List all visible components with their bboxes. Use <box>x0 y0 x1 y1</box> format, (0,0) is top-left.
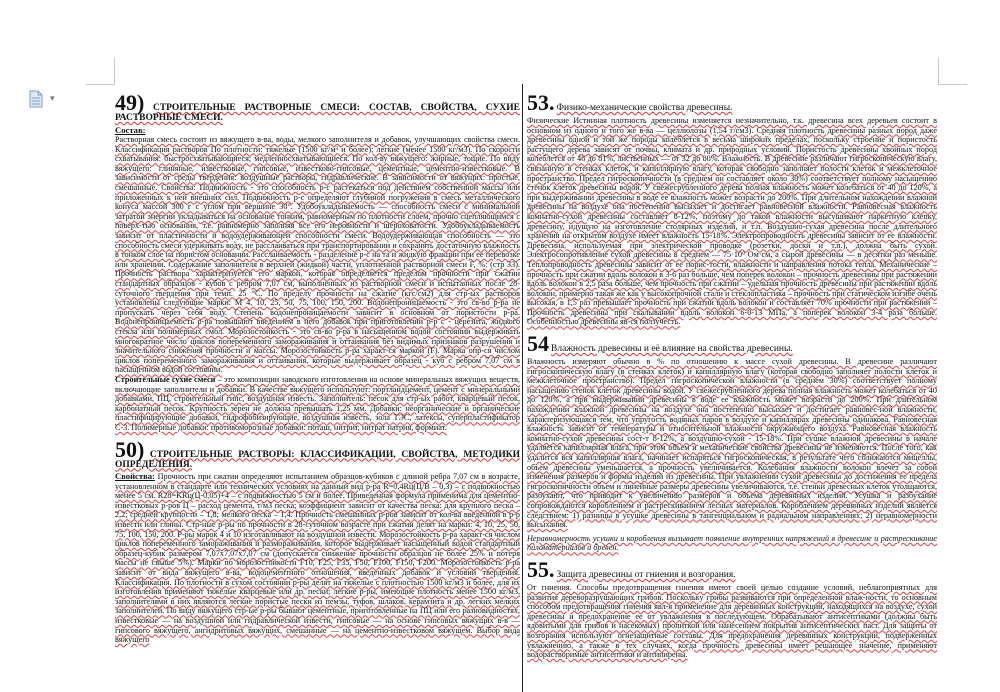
section-label: Состав: <box>115 124 146 135</box>
section-55-body: От гниения. Способы предотвращения гниения имеют своей целью создание условий, неблагоприятных для развития дереворазрушающих грибов. Поскольку грибы развиваются при определенной влаж-ности, то основным способом предотвращения гниения явл-я применение для деревянных конструкций, находящихся на воздухе, сухой древесины и предохранение ее от увлажнения в последующем. Обрабатывают антисептиками (должны быть ядовитыми для грибов и насекомых) пропиткой или нанесением покрытия антисептических паст. Для защиты от возгорания используют огнезащитные составы. Для предохранения деревянных конструкций, подверженных увлажнению, а также в тех случаях, когда прочность древесины имеет решающее значение, применяют водорастворимые антисептики и антипирены. <box>527 582 937 660</box>
column-divider <box>522 84 523 692</box>
page-corner-top-right <box>938 58 967 85</box>
dry-mix-label: Строительные сухие смеси <box>115 374 216 384</box>
section-49-heading <box>115 92 520 124</box>
page-corner-top-left <box>86 58 115 85</box>
section-50-heading <box>115 436 520 471</box>
document-icon[interactable] <box>28 90 44 108</box>
section-number: 49) <box>115 92 145 115</box>
right-column <box>527 92 937 692</box>
section-title: Влажность древесины и её влияние на свойства древесины. <box>551 344 793 355</box>
section-50-body <box>115 472 520 645</box>
left-column <box>115 92 520 692</box>
section-title: Защита древесины от гниения и возгорания. <box>556 569 736 580</box>
section-title: Физико-механические свойства древесины. <box>556 103 733 113</box>
chevron-down-icon[interactable]: ▾ <box>50 94 55 104</box>
section-54-note: Неравномерность усушки и коробления вызывает появление внутренних напряжений в древесине и растрескивание пиломатериалов и бревен. <box>527 533 937 553</box>
section-54-body: Влажность измеряют обычно в % по отношению к массе сухой древесины. В древесине различают гигроскопическую влагу (в стенках клеток) и капиллярную влагу (которая свободно заполняет полости клеток и межклеточное пространство). Предел гигроскопической влажности (в среднем 30%) соответствует полному насыщению стенок клеток древесины водой. У свежесрубленного дерева полная влажность может колебаться от 40 до 120%, а при выдерживании древесины в воде ее влажность может возрасти до 200%. При длительном нахождении влажной древесины на воздухе она постепенно высыхает и достигает равновес-ной влажности, характеризующаяся тем, что упругость водяных паров в воздухе и капиллярах древесины одинакова. Равновесная влажность зависит от температуры и относительной влажности окружающего воздуха. Равновесная влажность комнатно-сухой древесины сост-т 8-12%, а воздушно-сухой - 15-18%. При сушке влажной древесины в начале удаляется капиллярная влага, при этом объем и механические свойства древесины не изменяются. После того, как удалится вся капиллярная влага, начинает испаряться гигроскопическая, в результате чего сближаются мицеллы, объем древесины уменьшается, а прочность увеличивается. Колебания влажности волокон влечет за собой изменения размеров и формы изделий из древесины. При увлажнении сухой древесины до достижения ее предела гигроскопичности объем и линейные размеры древесины увеличиваются, т.е. стенки древесных клеток утолщаются, разбухают, что приводит к увеличению размеров и объема деревянных изделий. Усушка и разбухание сопровождаются короблением и растрескиванием лесных материалов. Короблением деревянных изделий является следствием: 1) разницы в усушке древесины в тангенциальном и радиальном направлениях; 2) неравномерности высыхания. <box>527 357 937 530</box>
paragraph: Растворная смесь состоит из вяжущего в-ва, воды, мелкого заполнителя и добавок, улучшающих свойства смеси. Классификация растворов По плотности: тяжелые (1500 кг/м³ и более); легкие (менее 1500 кг/м3). По скорости схватывания: быстросхватывающиеся; медленносхватывающиеся. По кол-ву вяжущего: жирные, тощие. По виду вяжущего: глиняные, известковые, гипсовые, известково-гипсовые, цементные, цементно-известковые. В зависимости от среды твердения: воздушные растворы, гидравлические. В зависимости от вяжущих: простые, смешанные. Свойства: Подвижность - это способность р-с растекаться под действием собственной массы или приложенных к ней внешних сил. Подвижность р-с определяют глубиной погружения в смесь металлического конуса массой 300 г с углом при вершине 30°. Удобоукладываемость — способность смеси с минимальной затратой энергии укладываться на основание тонким, равномерным по плотности слоем, прочно сцепляющимся с поверх-тью основания, т.е. равномерно заполняя все его неровности и шероховатости. Удобоукладываемость зависит от пластичности и водоудерживающей способности смеси. Водоудерживающая способность — это способность смеси удерживать воду, не расслаиваться при транспортировании и сохранять достаточную влажность в тонком слое на пористом основании. Расслаиваемость - разделение р-с на та и жидкую фракции при ее перевозке или хранении. Содержание заполнителя в верхней (жидкой) части, уплотненной растворной смеси F, %: (стр 33). Прочность раствора характеризуется его маркой, которая определяется пределом прочности при сжатии стандартных образцов - кубов с ребром 7,07 см, выполненных из растворной смеси и испытанных после 28-суточного твердения при темп. 25 °C. По пределу прочности на сжатие (кгс/см2) для стр-ых растворов установлены следующие марки: М 4, 10, 25, 50, 75, 100, 150, 200. Водонепроницаемость - это св-во р-ра не пропускать через себя воду. Степень водонепроницаемости зависит в основном от пористости р-ра. Водонепроницаемость р-ра повышают введением в него добавок при приготовлении р-р с - церезита, жидкого стекла или полимерных смол. Морозостойкость - это св-во р-ра в насыщенном водой состоянии выдерживать многократное число циклов попеременного замораживания и оттаивания без видимых признаков разрушения и значительного снижения прочности и массы. Морозостойкость р-ра характ-ся маркой (F). Марка опр-ся числом циклов попеременного замораживания и оттаивания, которые выдерживает образец - куб с ребром 7,07 см в насыщенном водой состоянии. <box>115 135 520 375</box>
section-number: 50) <box>115 436 145 462</box>
section-49-body <box>115 126 520 433</box>
section-label: Свойства: <box>115 471 155 481</box>
section-53-heading <box>527 92 937 114</box>
section-number: 54 <box>527 331 549 357</box>
paragraph: Прочность при сжатии определяют испытанием образцов-кубиков с длиной ребра 7,07 см в возрасте, установленном в стандарте или технических условиях на данный вид р-ра R=0,4Rц(Ц/В – 0,3) – с подвижностью менее 5 см. R28=KRц(Ц-0,05)+4 – с подвижностью 5 см и более. Приведенная формула применима для цементно-известковых р-ров Ц – расход цемента, т/м3 песка; коэффициент зависит от качества песка: для крупного песка – 2,2; средней крупности – 1,8; мелкого песка – 1,4. Прочность смешанных р-ров зависит от кол-ва введенной в р-р извести или глины. Стр-ные р-ры по прочности в 28-суточном возрасте при сжатии делят на марки: 4, 10, 25, 50, 75, 100, 150, 200. Р-ры марок 4 и 10 изготавливают на воздушной извести. Морозостойкость р-ра характ-ся числом циклов попеременного замораживания и размораживания, которое выдерживает насыщенный водой стандартный образец-кубик размером 7,07х7,07х7,07 см (допускается снижение прочности образцов не более 25% и потеря массы не свыше 5%). Марки по морозостойкости F10, F25, F35, F50, F100, F150, F200. Морозостойкость р-ра зависит от вида вяжущего в-ва, водоцементного отношения, введенных добавок и условий твердения. Классификация. По плотности в сухом состоянии р-ры делят на тяжелые с плотностью 1500 кг/м3 и более, для их изготовления применяют тяжелые кварцевые или др. пески; легкие р-ры, имеющие плотность менее 1500 кг/м3, заполнителями в них являются легкие пористые пески из пемзы, туфов, шлаков, керамзита и др. легких мелких заполнителей. По виду вяжущего стр-ые р-ры бывают цементные, приготовленные на ПЦ или его разновидностях, известковые — на воздушной или гидравлической извести, гипсовые — на основе гипсовых вяжущих в-в — гипсового вяжущего, ангидритовых вяжущих, смешанные — на цементно-известковом вяжущем. Выбор вида вяжущего <box>115 472 520 645</box>
paragraph: – это композиции заводского изготовления на основе минеральных вяжущих веществ, включающие заполнители и добавки. В качестве вяжущего используют: портландцемент, цемент с минеральными добавками, ПЦ, строительный гипс, воздушная известь. Заполнитель: песок для стр-ых работ, кварцевый песок, карбонатный песок. Крупность зерен не должна превышать 1,25 мм. Добавки: неорганические и органические пластифицирующие добавки, гидрофобизирующие, воздушная известь, зола ТЭС, латексы, суперпластификатор С-3. Полимерные добавки: противоморозные добавки: поташ, нитрит, нитрат натрия, формиат. <box>115 374 520 432</box>
section-55-heading <box>527 556 937 582</box>
section-54-heading <box>527 333 937 355</box>
section-53-body: Физические Истинная плотность древесины изменяется незначительно, т.к. древесина всех деревьев состоит в основном из одного и того же в-ва — целлюлозы (1,54 г/см3). Средняя плотность древесины разных пород даже древесины одной и той же породы колеблется в весьма широких пределах, поскольку строение и пористость растущего дерева зависят от почвы, климата и др. природных условий. Пористость древесины хвойных пород колеблется от 46 до 81%, лиственных — от 32 до 80%. Влажность. В древесине различают гигроскопическую влагу, связанную в стенках клеток, и капиллярную влагу, которая свободно заполняет полости клеток и межклеточное пространство. Предел гигроскопичности (в среднем он составляет около 30%) соответствует полному насыщению стенок клеток древесины водой. У свежесрубленного дерева полная влажность может колебаться от 40 до 120%, а при выдерживании древесины в воде ее влажность может возрасти до 200%. При длительном нахождении влажной древесины на воздухе она постепенно высыхает и достигает равновесной влажности. Равновесная влажность комнатно-сухой древесины составляет 8-12%, поэтому до такой влажности высушивают паркетную клепку, древесину, идущую на изготовление столярных изделий, и т.п. Воздушно-сухая древесина после длительного хранения на открытом воздухе имеет влажность 15-18%. Электропроводность древесины зависит от ее влажности. Древесина, используемая при электрической проводке (розетки, доски и т.п.), должна быть сухой. Электросопротивление сухой древесины в среднем — 75·10⁹ Ом·см, а сырой древесины — в десятки раз меньше. Теплопроводность древесины зависит от ее порис-тости, влажности и направления потока тепла. Механические – прочность при сжатии вдоль волокон в 3-6 раз больше, чем поперек волокон – прочность древесины при растяжении вдоль волокон в 2,5 раза больше, чем прочность при сжатии – удельная прочность древесины при растяжении вдоль волокон, примерно такая же как у высокопрочной стали и стеклопластика – прочность при статическом изгибе очень высокая, в 1,5 раз превышает прочность при сжатии вдоль волокон и составляет 70% прочности при растяжении – Прочность древесины при скалывании вдоль волокон 6-0-13 МПа, а поперек волокон 3-4 раза больше. Особенностью древесины яв-ся ползучесть. <box>527 116 937 327</box>
section-title: СТРОИТЕЛЬНЫЕ РАСТВОРНЫЕ СМЕСИ: СОСТАВ, СВОЙСТВА, СУХИЕ РАСТВОРНЫЕ СМЕСИ. <box>115 103 520 123</box>
section-number: 55. <box>527 556 555 582</box>
section-number: 53. <box>527 92 555 115</box>
section-title: СТРОИТЕЛЬНЫЕ РАСТВОРЫ: КЛАССИФИКАЦИИ, СВОЙСТВА, МЕТОДИКИ ОПРЕДЕЛЕНИЯ. <box>115 449 520 470</box>
